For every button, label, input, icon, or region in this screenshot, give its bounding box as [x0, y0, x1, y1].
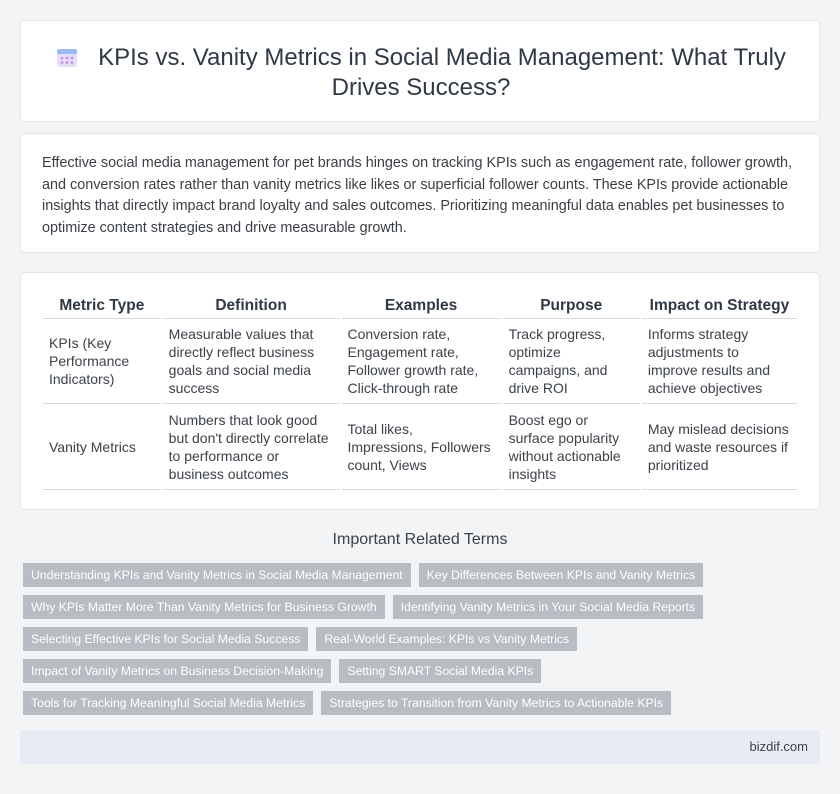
page-title-text: KPIs vs. Vanity Metrics in Social Media Management: What Truly Drives Success?	[98, 44, 786, 101]
cell-definition: Measurable values that directly reflect business goals and social media success	[163, 319, 340, 404]
calendar-icon	[56, 46, 78, 68]
cell-definition: Numbers that look good but don't directly correlate to performance or business outcomes	[163, 404, 340, 490]
related-term-tag[interactable]: Selecting Effective KPIs for Social Media Success	[23, 627, 308, 651]
footer-site-link[interactable]: bizdif.com	[749, 739, 808, 754]
cell-purpose: Boost ego or surface popularity without actionable insights	[503, 404, 640, 490]
comparison-table-card	[20, 272, 820, 510]
cell-impact: May mislead decisions and waste resources if prioritized	[642, 404, 797, 490]
related-term-tag[interactable]: Setting SMART Social Media KPIs	[339, 659, 541, 683]
page-title	[21, 43, 821, 103]
cell-impact: Informs strategy adjustments to improve results and achieve objectives	[642, 319, 797, 404]
cell-metric-type: KPIs (Key Performance Indicators)	[43, 319, 161, 404]
table-row	[43, 319, 797, 404]
related-terms-list	[23, 563, 823, 723]
intro-card	[20, 133, 820, 253]
related-term-tag[interactable]: Understanding KPIs and Vanity Metrics in Social Media Management	[23, 563, 411, 587]
related-term-tag[interactable]: Tools for Tracking Meaningful Social Media Metrics	[23, 691, 313, 715]
related-terms-title: Important Related Terms	[332, 531, 508, 548]
cell-examples: Conversion rate, Engagement rate, Follower growth rate, Click-through rate	[342, 319, 501, 404]
header-examples: Examples	[342, 293, 501, 319]
related-term-tag[interactable]: Real-World Examples: KPIs vs Vanity Metrics	[316, 627, 577, 651]
related-term-tag[interactable]: Why KPIs Matter More Than Vanity Metrics for Business Growth	[23, 595, 385, 619]
related-term-tag[interactable]: Key Differences Between KPIs and Vanity Metrics	[419, 563, 703, 587]
table-header-row	[43, 293, 797, 319]
footer	[20, 730, 820, 764]
header-purpose: Purpose	[503, 293, 640, 319]
cell-metric-type: Vanity Metrics	[43, 404, 161, 490]
related-term-tag[interactable]: Identifying Vanity Metrics in Your Social Media Reports	[393, 595, 703, 619]
cell-purpose: Track progress, optimize campaigns, and drive ROI	[503, 319, 640, 404]
table-row	[43, 404, 797, 490]
cell-examples: Total likes, Impressions, Followers count, Views	[342, 404, 501, 490]
title-card	[20, 20, 820, 122]
related-term-tag[interactable]: Strategies to Transition from Vanity Metrics to Actionable KPIs	[321, 691, 671, 715]
intro-paragraph: Effective social media management for pet brands hinges on tracking KPIs such as engagement rate, follower growth, and conversion rates rather than vanity metrics like likes or superficial follower counts. These KPIs provide actionable insights that directly impact brand loyalty and sales outcomes. Prioritizing meaningful data enables pet businesses to optimize content strategies and drive measurable growth.	[42, 155, 793, 236]
header-definition: Definition	[163, 293, 340, 319]
related-term-tag[interactable]: Impact of Vanity Metrics on Business Decision-Making	[23, 659, 331, 683]
header-impact: Impact on Strategy	[642, 293, 797, 319]
header-metric-type: Metric Type	[43, 293, 161, 319]
comparison-table	[41, 293, 799, 490]
